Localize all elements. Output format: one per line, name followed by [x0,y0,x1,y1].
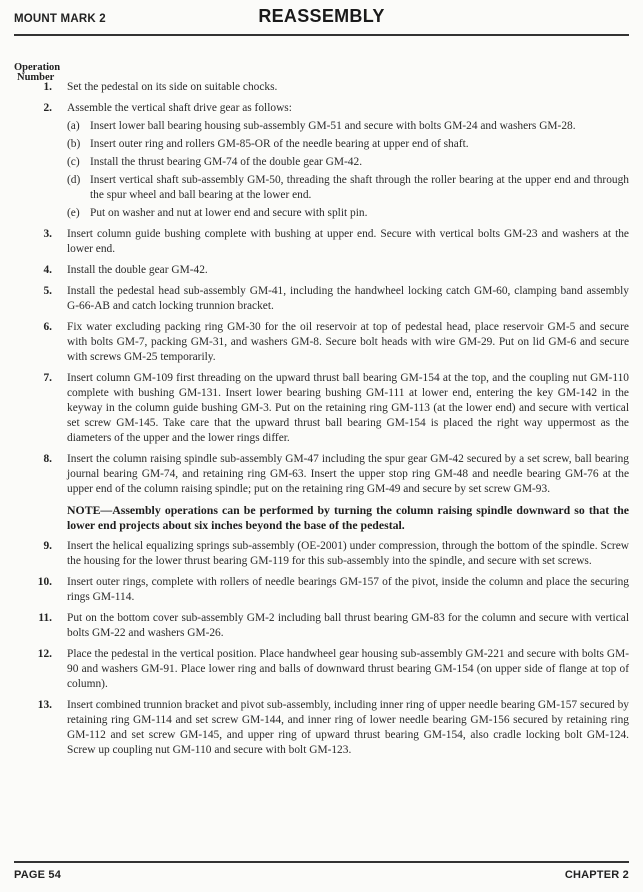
sub-step-letter: (a) [67,120,80,132]
operation-number: 13. [37,699,52,711]
footer-rule [14,861,629,863]
operations-list [30,80,629,764]
operation-number: 10. [37,576,52,588]
operation-label-line-2: Number [17,72,55,83]
sub-step-text: Install the thrust bearing GM-74 of the double gear GM-42. [90,156,363,168]
operation-number: 3. [43,228,52,240]
page-title: REASSEMBLY [258,6,385,26]
sub-step-letter: (c) [67,156,80,168]
operation-item-7 [30,371,629,446]
operation-number: 12. [37,648,52,660]
operation-item-11 [30,611,629,641]
operation-item-12 [30,647,629,692]
operation-item-10 [30,575,629,605]
operation-text: Assemble the vertical shaft drive gear as follows: [67,102,292,114]
operation-text: Insert column GM-109 first threading on the upward thrust ball bearing GM-154 at the top, and the coupling nut GM-110 complete with bushing GM-131. Insert lower bearing bushing GM-111 at lower end, entering the key GM-142 in the keyway in the column guide bushing GM-3. Put on the retaining ring GM-113 (at the lower end) and secure with vertical set screw GM-145. Take care that the upward thrust ball bearing GM-154 is placed the right way uppermost as the diameters of the upper and the lower rings differ. [67,372,629,444]
sub-step-a [67,119,629,134]
operation-number: 9. [43,540,52,552]
operation-item-13 [30,698,629,758]
header-rule [14,34,629,36]
operation-number: 6. [43,321,52,333]
operation-label-line-1: Operation [14,62,61,73]
sub-step-text: Insert outer ring and rollers GM-85-OR of the needle bearing at upper end of shaft. [90,138,469,150]
sub-step-letter: (d) [67,174,81,186]
header-section-label: MOUNT MARK 2 [14,13,106,25]
operation-number: 5. [43,285,52,297]
operation-text: Install the pedestal head sub-assembly GM-41, including the handwheel locking catch GM-60, clamping band assembly G-66-AB and catch locking trunnion bracket. [67,285,629,312]
operation-item-8 [30,452,629,497]
operation-number: 8. [43,453,52,465]
operation-number: 1. [43,81,52,93]
sub-step-d [67,173,629,203]
operation-item-6 [30,320,629,365]
operation-number: 4. [43,264,52,276]
operation-item-1 [30,80,629,95]
sub-step-c [67,155,629,170]
operation-item-2 [30,101,629,221]
sub-step-letter: (e) [67,207,80,219]
sub-step-letter: (b) [67,138,81,150]
sub-step-text: Insert lower ball bearing housing sub-assembly GM-51 and secure with bolts GM-24 and washers GM-28. [90,120,576,132]
operation-text: Insert the column raising spindle sub-assembly GM-47 including the spur gear GM-42 secured by a set screw, ball bearing journal bearing GM-74, and retaining ring GM-63. Insert the upper stop ring GM-48 and needle bearing GM-76 at the upper end of the column raising spindle; put on the retaining ring GM-49 and secure by set screw GM-93. [67,453,629,495]
operation-item-5 [30,284,629,314]
operation-text: Insert outer rings, complete with rollers of needle bearings GM-157 of the pivot, inside the column and place the securing rings GM-114. [67,576,629,603]
page-header [14,4,629,34]
operation-item-3 [30,227,629,257]
operation-text: Place the pedestal in the vertical position. Place handwheel gear housing sub-assembly GM-221 and secure with bolts GM-90 and washers GM-91. Place lower ring and balls of downward thrust bearing GM-154 (on upper side of flange at top of column). [67,648,629,690]
operation-text: Put on the bottom cover sub-assembly GM-2 including ball thrust bearing GM-83 for the column and secure with vertical bolts GM-22 and washers GM-26. [67,612,629,639]
operation-text: Insert combined trunnion bracket and pivot sub-assembly, including inner ring of upper needle bearing GM-157 secured by retaining ring GM-114 and set screw GM-144, and inner ring of lower needle bearing GM-156 secured by retaining ring GM-112 and set screw GM-145, and upper ring of upward thrust bearing GM-154, also cradle locking bolt GM-124. Screw up coupling nut GM-110 and secure with bolt GM-123. [67,699,629,756]
operation-number: 11. [38,612,52,624]
operation-text: Install the double gear GM-42. [67,264,208,276]
operation-number: 2. [43,102,52,114]
sub-step-e [67,206,629,221]
operation-text: Fix water excluding packing ring GM-30 for the oil reservoir at top of pedestal head, place reservoir GM-5 and secure with bolts GM-7, packing GM-31, and washers GM-8. Secure bolt heads with wire GM-29. Put on lid GM-6 and secure with screws GM-25 temporarily. [67,321,629,363]
operation-text: Set the pedestal on its side on suitable chocks. [67,81,278,93]
operation-text: Insert column guide bushing complete with bushing at upper end. Secure with vertical bolts GM-23 and washers at the lower end. [67,228,629,255]
operation-text: Insert the helical equalizing springs sub-assembly (OE-2001) under compression, through the bottom of the spindle. Screw the housing for the lower thrust bearing GM-119 for this sub-assembly into the spindle, and secure with set screws. [67,540,629,567]
operation-item-9 [30,539,629,569]
sub-step-text: Insert vertical shaft sub-assembly GM-50, threading the shaft through the roller bearing at the upper end and through the spur wheel and ball bearing at the lower end. [90,174,629,201]
operation-item-4 [30,263,629,278]
page-number: PAGE 54 [14,869,62,881]
assembly-note: NOTE—Assembly operations can be performed by turning the column raising spindle downward so that the lower end projects about six inches beyond the base of the pedestal. [67,503,629,532]
sub-step-text: Put on washer and nut at lower end and secure with split pin. [90,207,368,219]
chapter-label: CHAPTER 2 [564,869,629,881]
operation-number: 7. [43,372,52,384]
sub-step-b [67,137,629,152]
